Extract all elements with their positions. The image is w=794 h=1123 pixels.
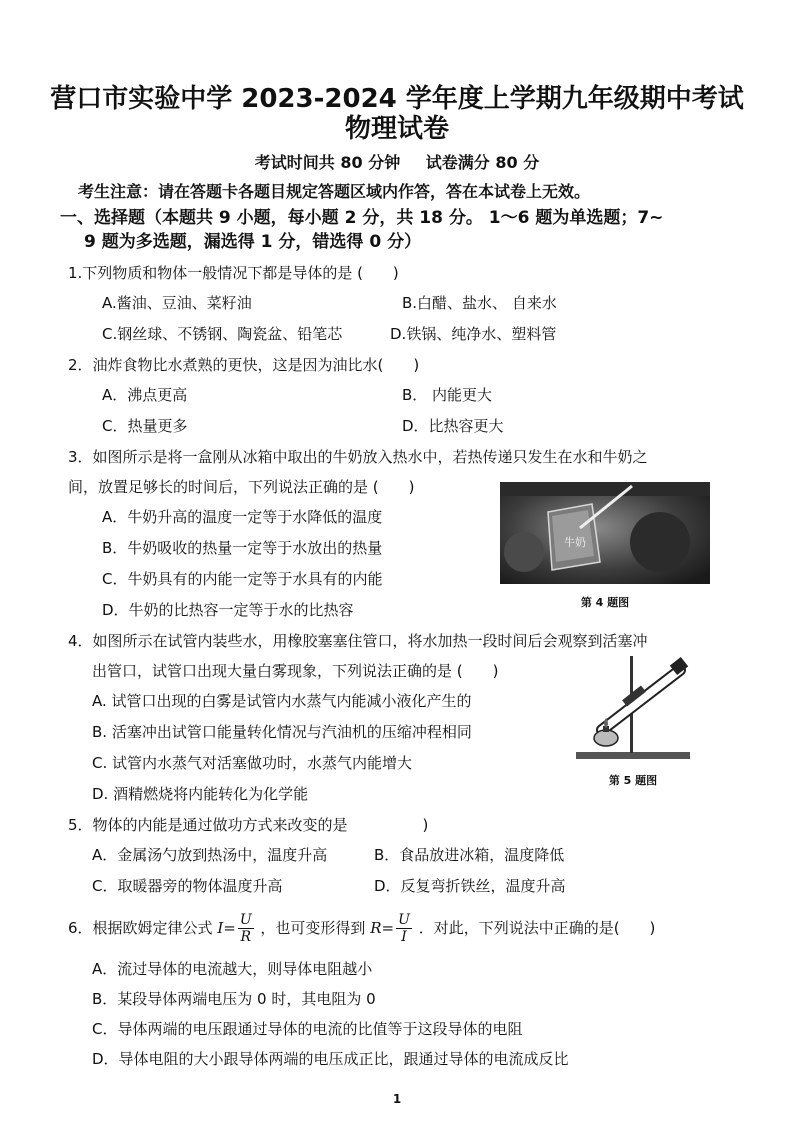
figure-caption: 第 4 题图 [580,596,630,609]
question-stem: 1.下列物质和物体一般情况下都是导体的是 ( ) [68,264,399,282]
question-stem-line2: 出管口，试管口出现大量白雾现象，下列说法正确的是 ( ) [92,662,499,680]
formula-2-numerator: U [398,912,410,928]
option-a: A．金属汤勺放到热汤中，温度升高 [92,846,328,864]
option-a: A．牛奶升高的温度一定等于水降低的温度 [102,508,383,526]
exam-score: 试卷满分 80 分 [425,153,540,172]
question-options [92,954,794,1074]
question-stem-part-b: ，也可变形得到 [260,919,366,937]
formula-1-fraction [238,912,254,945]
option-c: C.钢丝球、不锈钢、陶瓷盆、铅笔芯 [102,325,343,343]
page-number: 1 [392,1092,402,1106]
question-options [102,380,794,442]
option-b: B. 活塞冲出试管口能量转化情况与汽油机的压缩冲程相同 [92,723,472,741]
formula-1-denominator: R [240,929,251,945]
question-stem-part-a: 6．根据欧姆定律公式 [68,919,213,937]
question-2 [0,350,794,442]
question-3 [0,442,794,626]
question-1 [0,258,794,350]
option-b: B．食品放进冰箱，温度降低 [374,846,565,864]
option-c: C．热量更多 [102,417,188,435]
option-d: D．比热容更大 [402,417,504,435]
milk-photo-image [500,482,710,584]
option-d: D．反复弯折铁丝，温度升高 [374,877,566,895]
question-6 [0,908,794,1074]
section-heading-line2: 9 题为多选题，漏选得 1 分，错选得 0 分） [84,232,422,252]
exam-title-line1: 营口市实验中学 2023-2024 学年度上学期九年级期中考试 [50,84,744,114]
question-options [102,288,794,350]
option-b: B． 内能更大 [402,386,493,404]
svg-text:牛奶: 牛奶 [564,536,586,549]
option-a: A．流过导体的电流越大，则导体电阻越小 [92,960,373,978]
exam-notice: 考生注意：请在答题卡各题目规定答题区域内作答，答在本试卷上无效。 [78,182,591,201]
question-5 [0,810,794,902]
formula-2-fraction [396,912,412,945]
option-c: C．导体两端的电压跟通过导体的电流的比值等于这段导体的电阻 [92,1020,523,1038]
question-stem-line1: 3．如图所示是将一盒刚从冰箱中取出的牛奶放入热水中，若热传递只发生在水和牛奶之 [68,448,648,466]
option-d: D.铁锅、纯净水、塑料管 [390,325,557,343]
option-a: A. 试管口出现的白雾是试管内水蒸气内能减小液化产生的 [92,692,472,710]
option-d: D．导体电阻的大小跟导体两端的电压成正比，跟通过导体的电流成反比 [92,1050,569,1068]
milk-in-hot-water-figure [500,482,710,610]
test-tube-apparatus-figure [572,654,694,788]
question-stem-part-c: ．对此，下列说法中正确的是( ) [418,919,656,937]
formula-1-numerator: U [239,912,252,928]
option-c: C．牛奶具有的内能一定等于水具有的内能 [102,570,383,588]
formula-2-denominator: I [401,929,407,945]
question-stem-line1: 4．如图所示在试管内装些水，用橡胶塞塞住管口，将水加热一段时间后会观察到活塞冲 [68,632,648,650]
question-options [92,840,794,902]
question-stem-line2: 间，放置足够长的时间后，下列说法正确的是 ( ) [68,478,415,496]
option-a: A．沸点更高 [102,386,188,404]
option-c: C. 试管内水蒸气对活塞做功时，水蒸气内能增大 [92,754,413,772]
exam-time: 考试时间共 80 分钟 [254,153,401,172]
option-a: A.酱油、豆油、菜籽油 [102,294,252,312]
option-b: B．牛奶吸收的热量一定等于水放出的热量 [102,539,383,557]
question-stem: 2．油炸食物比水煮熟的更快，这是因为油比水( ) [68,356,420,374]
option-c: C．取暖器旁的物体温度升高 [92,877,283,895]
option-b: B．某段导体两端电压为 0 时，其电阻为 0 [92,990,376,1008]
option-d: D. 酒精燃烧将内能转化为化学能 [92,785,309,803]
figure-caption: 第 5 题图 [608,774,658,787]
section-heading-line1: 一、选择题（本题共 9 小题，每小题 2 分，共 18 分。 1～6 题为单选题；7~ [60,208,664,228]
question-stem: 5．物体的内能是通过做功方式来改变的是 ) [68,816,429,834]
exam-meta [0,150,794,173]
section-heading [60,206,760,254]
question-stem [68,908,718,948]
formula-2-lhs: R= [370,919,395,937]
formula-1-lhs: I= [217,919,236,937]
question-4 [0,626,794,810]
test-tube-icon [572,654,694,762]
option-b: B.白醋、盐水、 自来水 [402,294,557,312]
exam-title-line2: 物理试卷 [344,114,449,144]
option-d: D．牛奶的比热容一定等于水的比热容 [102,601,354,619]
